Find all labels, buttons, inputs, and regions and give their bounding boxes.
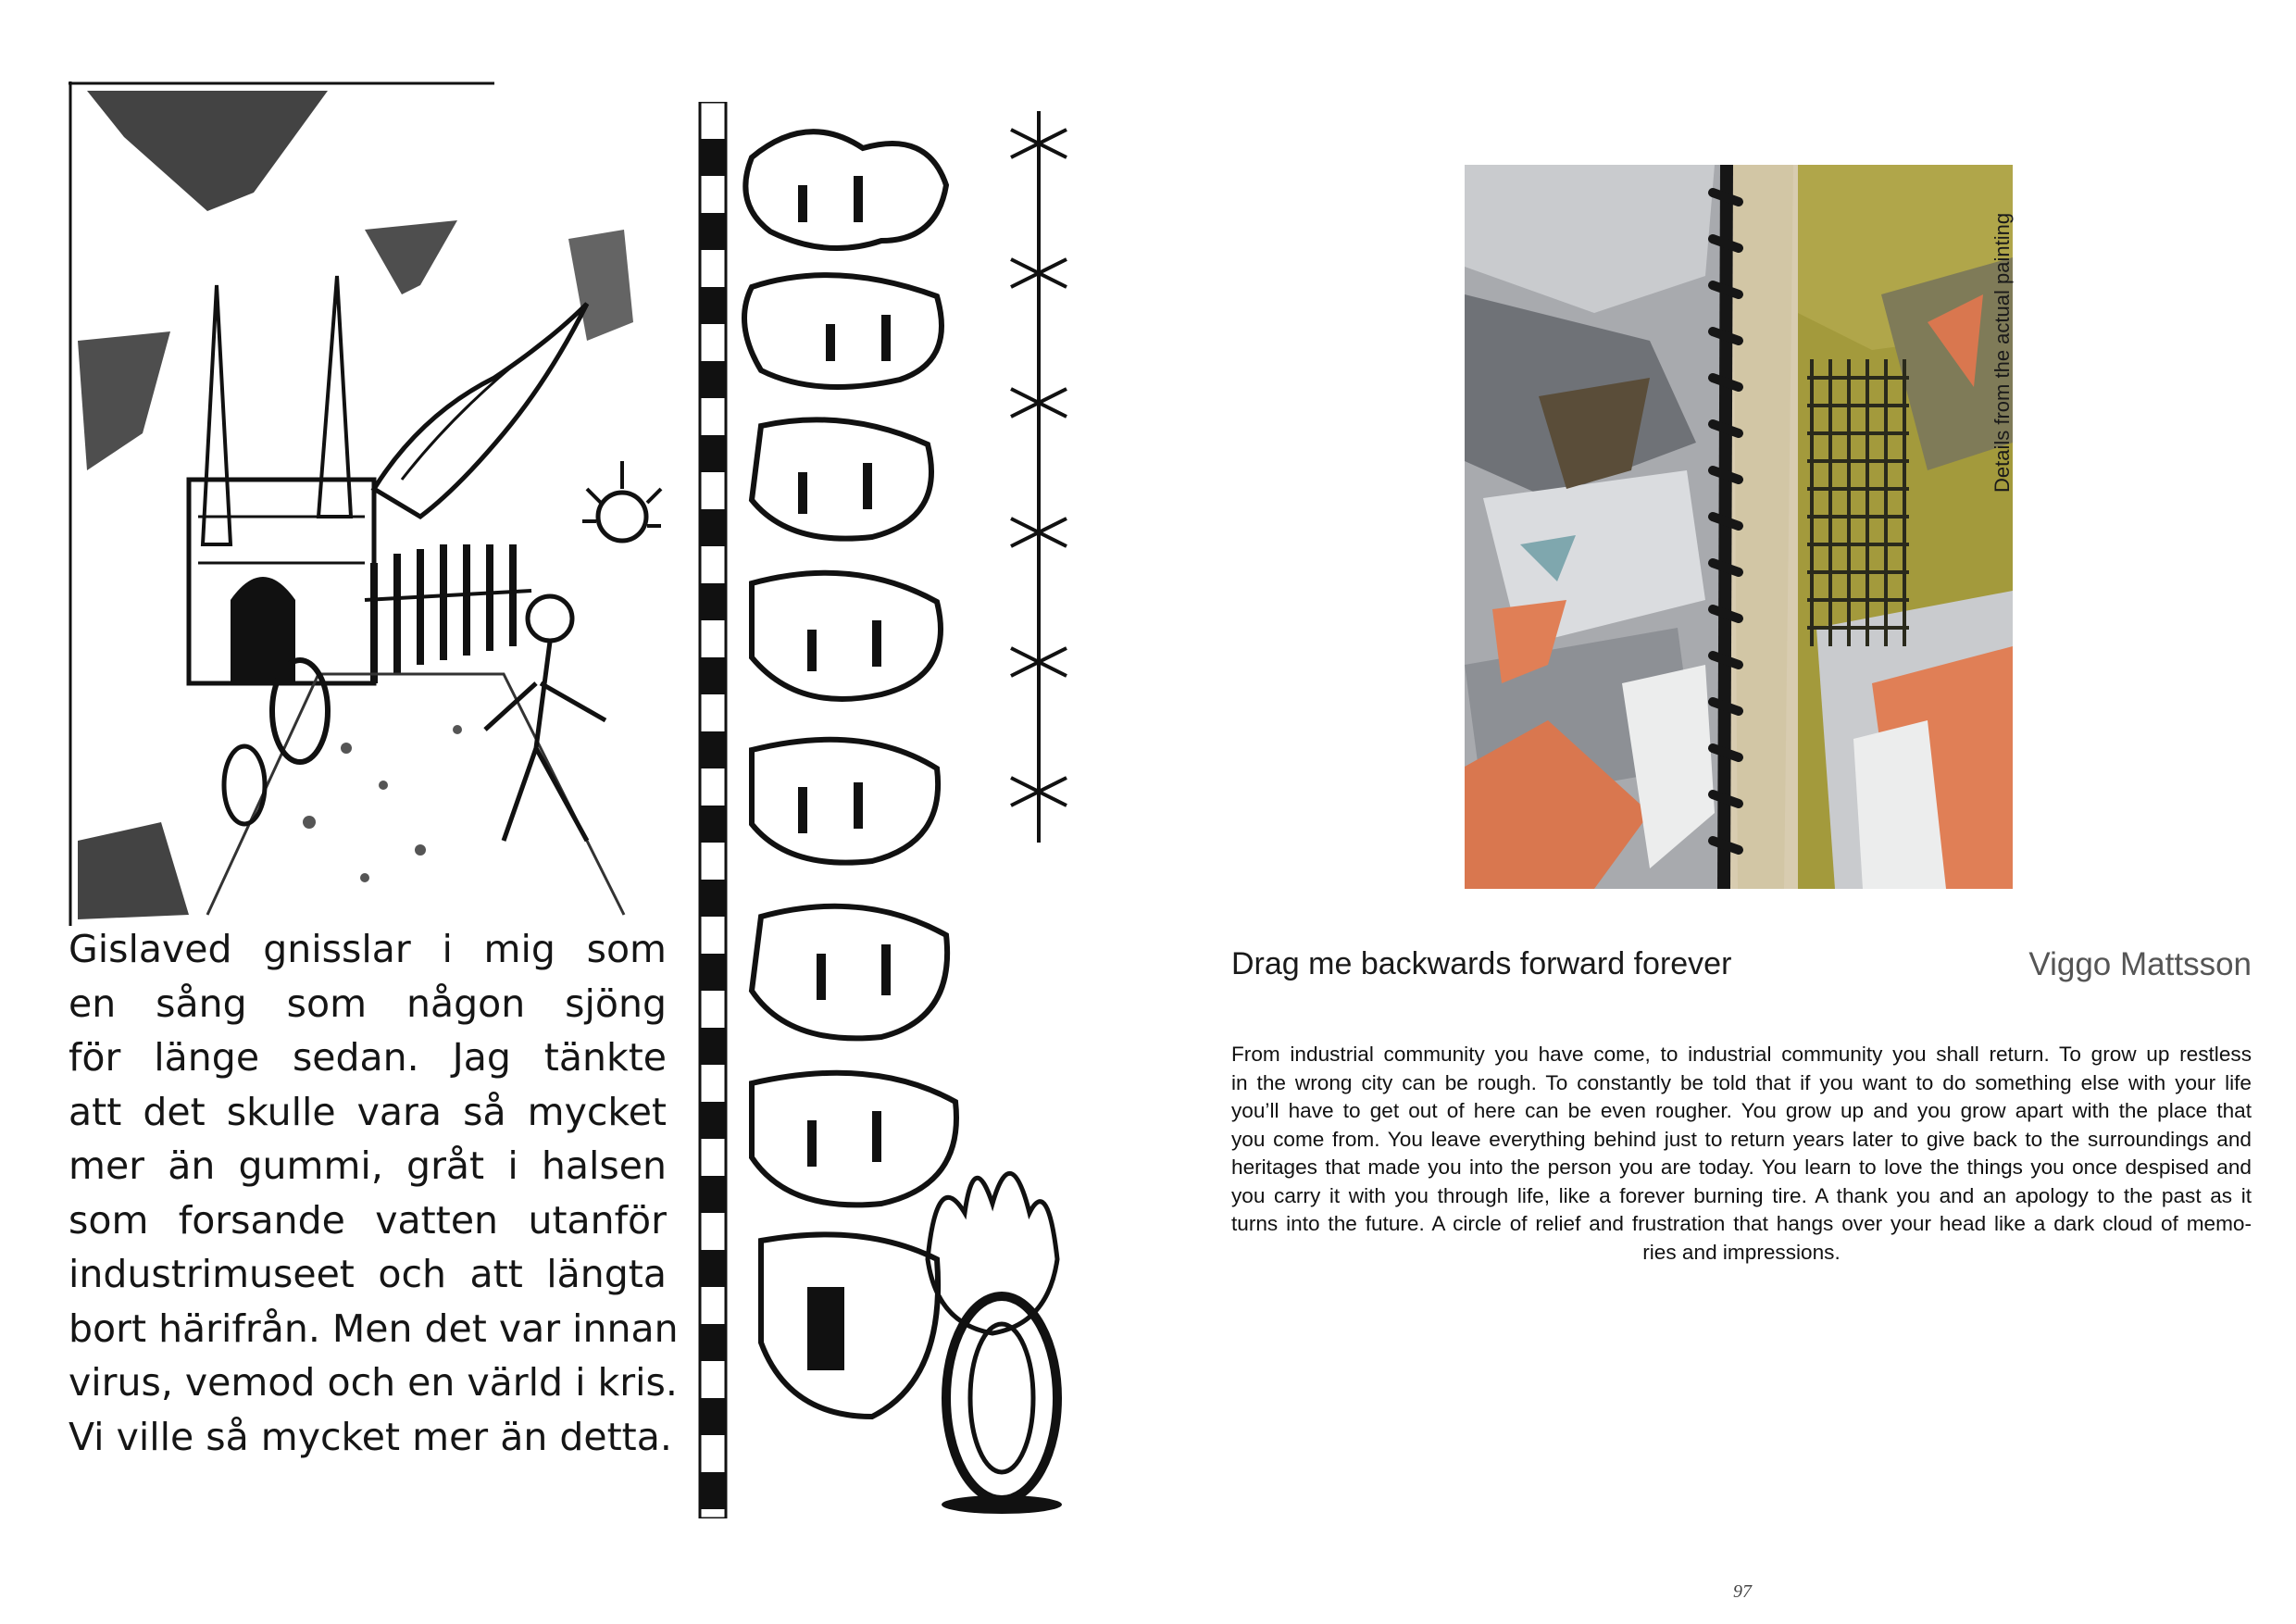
artwork-description — [1231, 1041, 2252, 1267]
description-line: you carry it with you through life, like a forever burning tire. A thank you and an apology to the past as it — [1231, 1183, 2252, 1207]
poem-line: att det skulle vara så mycket — [69, 1089, 667, 1134]
painting-detail-image — [1465, 165, 2013, 889]
poem-line: en sång som någon sjöng — [69, 981, 667, 1026]
work-title: Drag me backwards forward forever — [1231, 946, 1732, 981]
description-line: From industrial community you have come, to industrial community you shall return. To grow up restless — [1231, 1043, 2252, 1066]
description-line: in the wrong city can be rough. To constantly be told that if you want to do something else with your life — [1231, 1070, 2252, 1094]
poem-line: virus, vemod och en värld i kris. — [69, 1360, 678, 1405]
page-number: 97 — [1733, 1581, 1752, 1602]
ink-drawing-church — [69, 81, 668, 926]
poem-line: för länge sedan. Jag tänkte — [69, 1035, 667, 1080]
artist-name: Viggo Mattsson — [2028, 946, 2252, 982]
poem-line: bort härifrån. Men det var innan — [69, 1305, 679, 1351]
poem — [69, 922, 679, 1464]
poem-line: industrimuseet och att längta — [69, 1252, 667, 1296]
painting-caption-text: Details from the actual painting — [1990, 212, 2014, 493]
description-line: ries and impressions. — [1642, 1240, 1841, 1264]
poem-line: som forsande vatten utanför — [69, 1197, 667, 1243]
poem-line: Vi ville så mycket mer än detta. — [69, 1414, 672, 1459]
description-line: heritages that made you into the person you are today. You learn to love the things you once despised and — [1231, 1156, 2252, 1179]
poem-line: Gislaved gnisslar i mig som — [69, 927, 667, 971]
ink-drawing-strip — [696, 102, 1085, 1518]
abstract-strip-illustration — [696, 102, 1085, 1518]
painting-detail — [1465, 165, 2013, 889]
description-line: turns into the future. A circle of relief and frustration that hangs over your head like a dark cloud of memo- — [1231, 1212, 2252, 1235]
description-line: you come from. You leave everything behind just to return years later to give back to the surroundings and — [1231, 1127, 2252, 1151]
poem-line: mer än gummi, gråt i halsen — [69, 1143, 667, 1188]
description-line: you’ll have to get out of here can be even rougher. You grow up and you grow apart with the place that — [1231, 1099, 2252, 1122]
church-street-illustration — [69, 81, 668, 926]
